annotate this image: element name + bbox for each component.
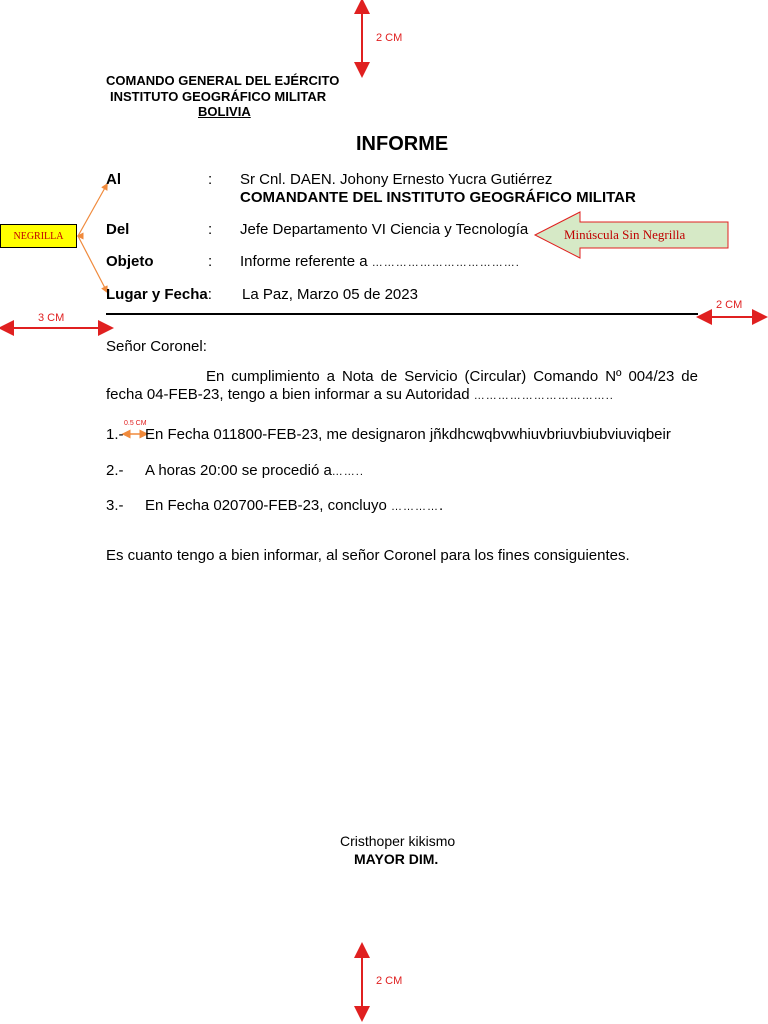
left-margin-label: 3 CM	[38, 312, 65, 324]
negrilla-pointer-down	[78, 236, 106, 290]
header-line-2: INSTITUTO GEOGRÁFICO MILITAR	[110, 89, 327, 104]
signature-name: Cristhoper kikismo	[340, 833, 456, 849]
item-3-number: 3.-	[106, 497, 124, 514]
item-3-content: En Fecha 020700-FEB-23, concluyo	[145, 497, 387, 514]
field-value-al-line1: Sr Cnl. DAEN. Johony Ernesto Yucra Gutiérrez	[240, 171, 553, 188]
lugar-colon: :	[207, 286, 212, 303]
item-3-text	[145, 497, 443, 514]
signature-rank: MAYOR DIM.	[354, 851, 439, 867]
objeto-dots: ……………………………….	[371, 257, 520, 269]
negrilla-pointer-up	[78, 186, 106, 236]
negrilla-annotation: NEGRILLA	[0, 224, 77, 248]
item-2-content: A horas 20:00 se procedió a	[145, 462, 332, 479]
item-1-text: En Fecha 011800-FEB-23, me designaron jñkdhcwqbvwhiuvbriuvbiubviuviqbeir	[145, 426, 671, 443]
field-colon-al: :	[208, 171, 213, 188]
field-value-objeto	[240, 253, 520, 270]
field-colon-objeto: :	[208, 253, 213, 270]
intro-paragraph	[106, 368, 698, 405]
intro-text: En cumplimiento a Nota de Servicio (Circular) Comando Nº 004/23 de fecha 04-FEB-23, tengo a bien informar a su Autoridad	[106, 368, 698, 403]
document-title: INFORME	[356, 133, 449, 155]
intro-dots: ……………………………..	[473, 390, 614, 402]
item-1-number: 1.-	[106, 426, 124, 443]
salutation: Señor Coronel:	[106, 338, 207, 355]
lugar-label-text: Lugar y Fecha	[106, 286, 208, 303]
header-line-1: COMANDO GENERAL DEL EJÉRCITO	[106, 73, 340, 88]
right-margin-label: 2 CM	[716, 299, 743, 311]
bottom-margin-label: 2 CM	[376, 975, 403, 987]
field-value-al-line2: COMANDANTE DEL INSTITUTO GEOGRÁFICO MILITAR	[240, 189, 636, 206]
item-2-number: 2.-	[106, 462, 124, 479]
header-line-3: BOLIVIA	[198, 104, 251, 119]
top-margin-label: 2 CM	[376, 32, 403, 44]
minuscula-annotation: Minúscula Sin Negrilla	[564, 227, 686, 242]
field-label-lugar	[106, 286, 212, 303]
field-value-del: Jefe Departamento VI Ciencia y Tecnología	[240, 221, 529, 238]
field-value-lugar: La Paz, Marzo 05 de 2023	[242, 286, 418, 303]
item-3-dots: …………	[390, 501, 439, 513]
field-label-al: Al	[106, 171, 121, 188]
item-2-dots: ……..	[331, 466, 364, 478]
item-3-tail: .	[438, 497, 444, 514]
field-label-objeto: Objeto	[106, 253, 154, 270]
field-label-del: Del	[106, 221, 130, 238]
indent-label: 0.5 CM	[124, 420, 147, 427]
closing-paragraph: Es cuanto tengo a bien informar, al señor Coronel para los fines consiguientes.	[106, 547, 630, 564]
item-2-text	[145, 462, 364, 479]
objeto-text: Informe referente a	[240, 253, 368, 270]
field-colon-del: :	[208, 221, 213, 238]
